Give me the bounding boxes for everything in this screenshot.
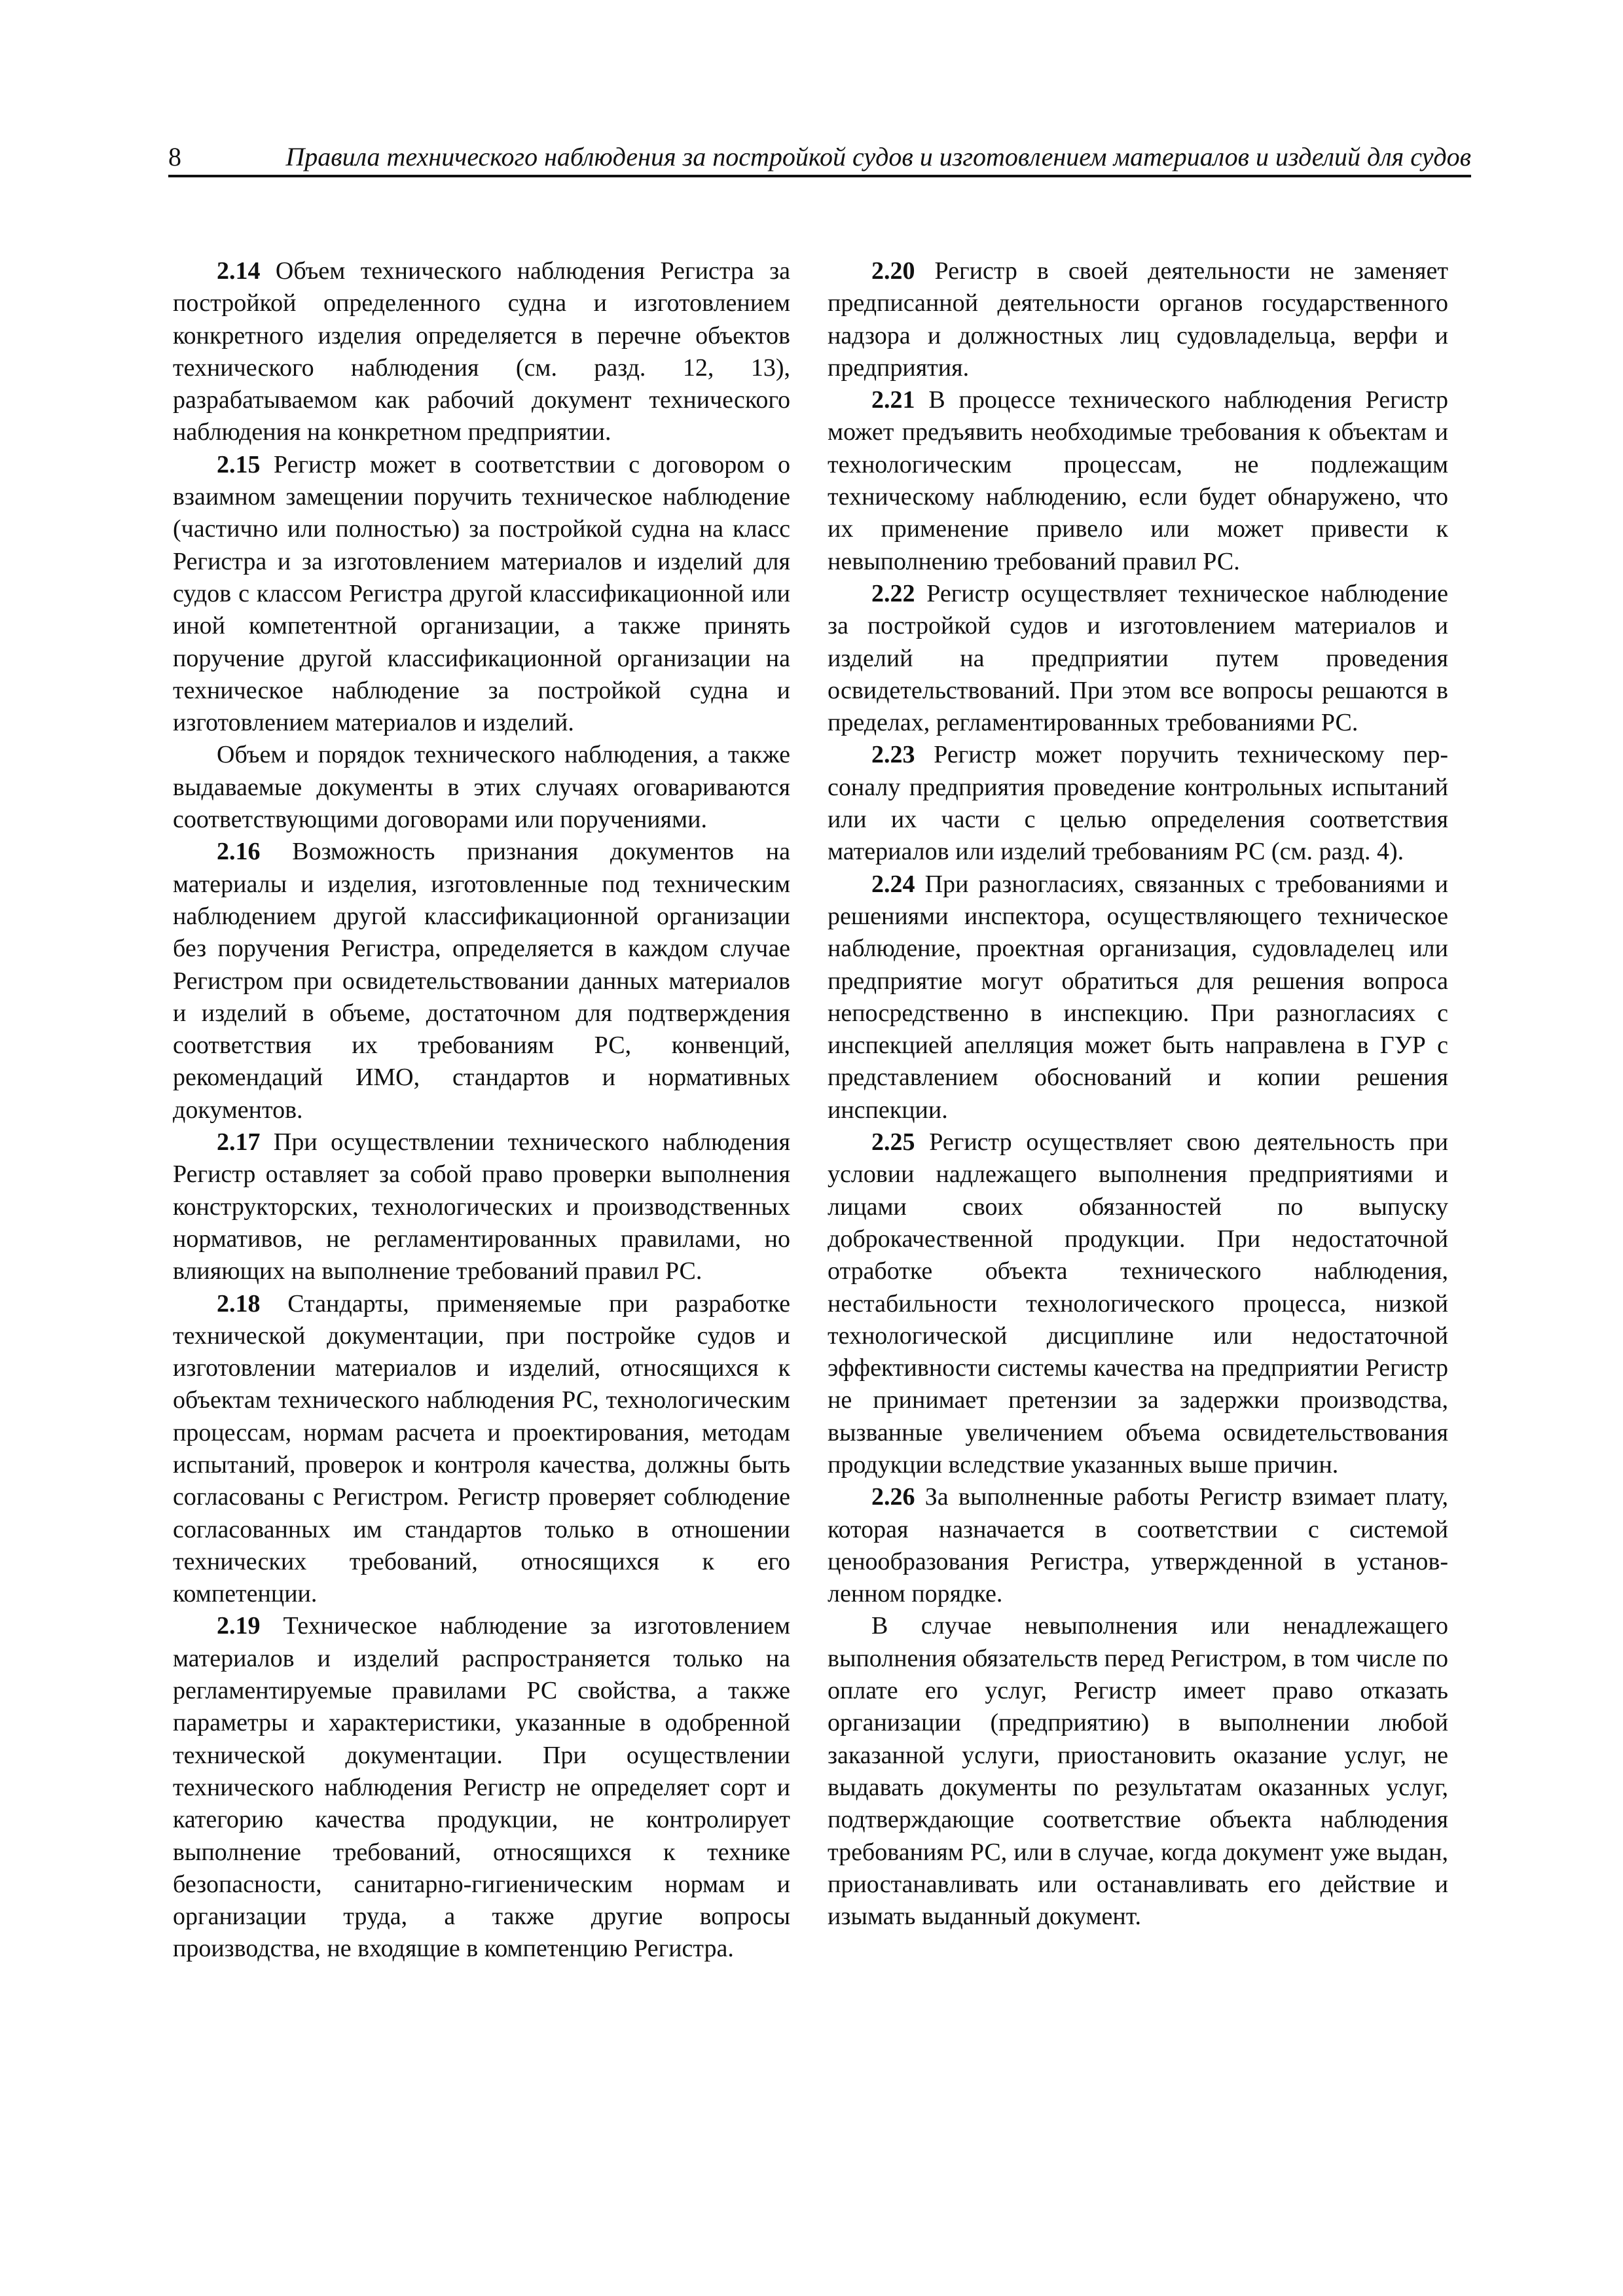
paragraph-text: Объем и порядок технического наблюдения, а также выдаваемые документы в этих случаях оговариваются соответствующими договорами или поручениями. — [173, 741, 790, 834]
paragraph-text: Регистр в своей деятельности не заменяет предписанной деятельности органов государственного надзора и должностных лиц судовладельца, верфи и предприятия. — [828, 257, 1448, 382]
paragraph-text: Регистр может поручить техническому персоналу предприятия проведение контрольных испытаний или их части с целью определения соответствия материалов или изделий требованиям РС (см. разд. 4). — [828, 741, 1448, 866]
clause-number: 2.26 — [871, 1483, 915, 1511]
paragraph-text: Стандарты, применяемые при разработке технической документации, при постройке судов и изготовлении материалов и изделий, относящихся к объектам технического наблюдения РС, технологическим процессам, нормам расчета и проектирования, методам испытаний, проверок и контроля качества, должны быть согласованы с Регистром. Регистр проверяет соблюдение согласованных им стандартов только в отношении технических требований, относящихся к его компетенции. — [173, 1289, 790, 1608]
paragraph-2-24 — [828, 869, 1448, 1126]
paragraph-text: Регистр может в соответствии с договором о взаимном замещении поручить техническое наблюдение (частично или полностью) за постройкой судна на класс Регистра и за изготовлением материалов и изделий для судов с классом Регистра другой классификационной или иной компетентной организации, а также принять поручение другой классификационной организации на техническое наблюдение за постройкой судна и изготовлением материалов и изделий. — [173, 450, 790, 737]
clause-number: 2.21 — [871, 386, 915, 414]
paragraph-text: Возможность признания документов на материалы и изделия, изготовленные под техническим наблюдением другой классификационной организации без поручения Регистра, определяется в каждом случае Регистром при освидетельствовании данных материалов и изделий в объеме, достаточном для подтверждения соответствия их требованиям РС, конвенций, рекомендаций ИМО, стандартов и нормативных документов. — [173, 838, 790, 1124]
running-title: Правила технического наблюдения за постройкой судов и изготовлением материалов и изделий для судов — [285, 142, 1471, 171]
clause-number: 2.24 — [871, 870, 915, 898]
clause-number: 2.20 — [871, 257, 915, 285]
right-column — [828, 255, 1448, 1933]
paragraph-2-26 — [828, 1481, 1448, 1610]
paragraph-text: Регистр осуществляет техническое наблюдение за постройкой судов и изготовлением материалов и изделий на предприятии путем проведения освидетельствований. При этом все вопросы решаются в пределах, регламентированных требованиями РС. — [828, 579, 1448, 737]
paragraph-2-14 — [173, 255, 790, 449]
page-number: 8 — [168, 142, 181, 171]
paragraph-2-21 — [828, 384, 1448, 578]
clause-number: 2.18 — [217, 1289, 261, 1318]
clause-number: 2.19 — [217, 1612, 261, 1640]
paragraph-2-25 — [828, 1126, 1448, 1481]
paragraph-text: Регистр осуществляет свою деятельность при условии надлежащего выполнения предприятиями и лицами своих обязанностей по выпуску доброкачественной продукции. При недостаточной отработке объекта технического наблюдения, нестабильности технологического процесса, низкой технологической дисциплине или недостаточной эффективности системы качества на предприятии Регистр не принимает претензии за задержки производства, вызванные увеличением объема освидетельствования продукции вследствие указанных выше причин. — [828, 1128, 1448, 1479]
clause-number: 2.14 — [217, 257, 261, 285]
paragraph-2-26-cont — [828, 1610, 1448, 1933]
clause-number: 2.22 — [871, 579, 915, 607]
clause-number: 2.23 — [871, 741, 915, 769]
paragraph-text: За выполненные работы Регистр взимает плату, которая назначается в соответствии с системой ценообразования Регистра, утвержденной в установленном порядке. — [828, 1483, 1448, 1608]
clause-number: 2.15 — [217, 450, 261, 478]
header-rule — [168, 175, 1471, 177]
paragraph-2-19 — [173, 1610, 790, 1965]
paragraph-text: Техническое наблюдение за изготовлением материалов и изделий распространяется только на регламентируемые правилами РС свойства, а также параметры и характеристики, указанные в одобренной технической документации. При осуществлении технического наблюдения Регистр не определяет сорт и категорию качества продукции, не контролирует выполнение требований, относящихся к технике безопасности, санитарно-гигиеническим нормам и организации труда, а также другие вопросы производства, не входящие в компетенцию Регистра. — [173, 1612, 790, 1963]
paragraph-text: При разногласиях, связанных с требованиями и решениями инспектора, осуществляющего техническое наблюдение, проектная организация, судовладелец или предприятие могут обратиться для решения вопроса непосредственно в инспекцию. При разногласиях с инспекцией апелляция может быть направлена в ГУР с представлением обоснований и копии решения инспекции. — [828, 870, 1448, 1124]
paragraph-2-15-cont — [173, 739, 790, 836]
left-column — [173, 255, 790, 1965]
paragraph-2-18 — [173, 1288, 790, 1611]
paragraph-2-17 — [173, 1126, 790, 1287]
paragraph-2-16 — [173, 836, 790, 1126]
paragraph-2-15 — [173, 449, 790, 740]
paragraph-text: В процессе технического наблюдения Регистр может предъявить необходимые требования к объектам и технологическим процессам, не подлежащим техническому наблюдению, если будет обнаружено, что их применение привело или может привести к невыполнению требований правил РС. — [828, 386, 1448, 575]
paragraph-2-22 — [828, 578, 1448, 739]
paragraph-text: При осуществлении технического наблюдения Регистр оставляет за собой право проверки выполнения конструкторских, технологических и производственных нормативов, не регламентированных правилами, но влияющих на выполнение требований правил РС. — [173, 1128, 790, 1285]
paragraph-2-20 — [828, 255, 1448, 384]
paragraph-text: В случае невыполнения или ненадлежащего выполнения обязательств перед Регистром, в том числе по оплате его услуг, Регистр имеет право отказать организации (предприятию) в выполнении любой заказанной услуги, приостановить оказание услуг, не выдавать документы по результатам оказанных услуг, подтверждающие соответствие объекта наблюдения требованиям РС, или в случае, когда документ уже выдан, приостанавливать или останавливать его действие и изымать выданный документ. — [828, 1612, 1448, 1931]
clause-number: 2.17 — [217, 1128, 261, 1157]
clause-number: 2.25 — [871, 1128, 915, 1157]
clause-number: 2.16 — [217, 838, 261, 866]
paragraph-2-23 — [828, 739, 1448, 868]
paragraph-text: Объем технического наблюдения Регистра за постройкой определенного судна и изготовлением конкретного изделия определяется в перечне объектов технического наблюдения (см. разд. 12, 13), разрабатываемом как рабочий документ технического наблюдения на конкретном предприятии. — [173, 257, 790, 446]
